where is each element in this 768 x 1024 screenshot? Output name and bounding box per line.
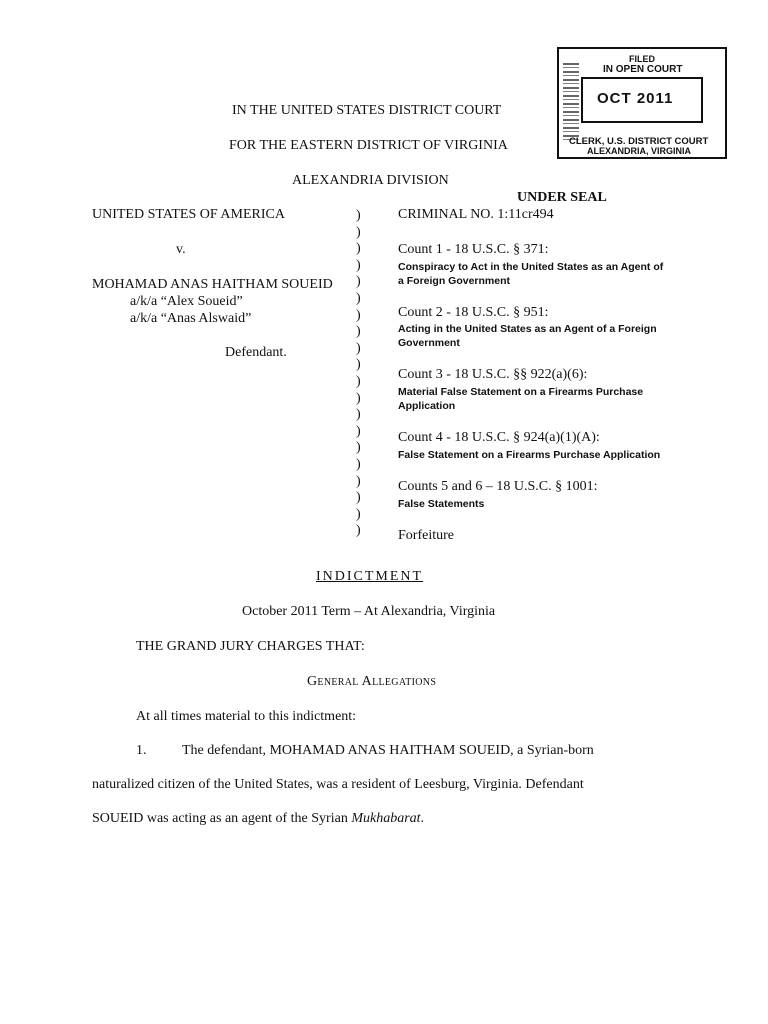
mukhabarat-term: Mukhabarat	[351, 811, 421, 826]
plaintiff-name: UNITED STATES OF AMERICA	[92, 207, 285, 222]
paren-mark: )	[356, 241, 361, 257]
count-2-title: Count 2 - 18 U.S.C. § 951:	[398, 305, 549, 320]
paren-mark: )	[356, 208, 361, 223]
count-5-6-title: Counts 5 and 6 – 18 U.S.C. § 1001:	[398, 479, 598, 494]
defendant-label: Defendant.	[225, 345, 287, 360]
paren-mark: )	[356, 340, 361, 356]
criminal-number: CRIMINAL NO. 1:11cr494	[398, 207, 554, 222]
paren-mark: )	[356, 224, 361, 240]
grand-jury-charges: THE GRAND JURY CHARGES THAT:	[136, 639, 365, 654]
court-heading-division: ALEXANDRIA DIVISION	[292, 173, 449, 188]
paren-mark: )	[356, 506, 361, 522]
count-1-title: Count 1 - 18 U.S.C. § 371:	[398, 242, 549, 257]
paren-mark: )	[356, 407, 361, 423]
paragraph-1-line-1: The defendant, MOHAMAD ANAS HAITHAM SOUEID, a Syrian-born	[182, 743, 594, 758]
paragraph-1-line-2: naturalized citizen of the United States, was a resident of Leesburg, Virginia. Defendant	[92, 777, 584, 792]
defendant-name: MOHAMAD ANAS HAITHAM SOUEID	[92, 277, 333, 292]
paren-mark: )	[356, 440, 361, 456]
forfeiture-title: Forfeiture	[398, 528, 454, 543]
count-4-title: Count 4 - 18 U.S.C. § 924(a)(1)(A):	[398, 430, 600, 445]
count-4-desc: False Statement on a Firearms Purchase Application	[398, 449, 661, 461]
paren-mark: )	[356, 274, 361, 290]
at-all-times-line: At all times material to this indictment:	[136, 709, 357, 724]
paragraph-1-line-3-end: .	[420, 811, 425, 826]
stamp-filed: FILED	[629, 54, 655, 64]
filing-stamp	[557, 47, 727, 159]
paragraph-number: 1.	[136, 743, 147, 758]
paren-mark: )	[356, 490, 361, 506]
count-3-title: Count 3 - 18 U.S.C. §§ 922(a)(6):	[398, 367, 588, 382]
paren-mark: )	[356, 473, 361, 489]
stamp-date-frame	[581, 77, 703, 123]
stamp-open-court: IN OPEN COURT	[603, 64, 683, 75]
paren-mark: )	[356, 390, 361, 406]
defendant-aka-1: a/k/a “Alex Soueid”	[130, 294, 243, 309]
defendant-aka-2: a/k/a “Anas Alswaid”	[130, 311, 252, 326]
count-5-6-desc: False Statements	[398, 498, 485, 510]
paragraph-1-line-3-text: SOUEID was acting as an agent of the Syrian	[92, 811, 352, 826]
paren-mark: )	[356, 257, 361, 273]
court-heading-line1: IN THE UNITED STATES DISTRICT COURT	[232, 103, 502, 118]
paragraph-1-line-3	[92, 811, 424, 827]
stamp-clerk: CLERK, U.S. DISTRICT COURT	[569, 136, 709, 147]
paren-mark: )	[356, 456, 361, 472]
stamp-location: ALEXANDRIA, VIRGINIA	[587, 146, 692, 156]
under-seal-label: UNDER SEAL	[517, 190, 607, 205]
paren-mark: )	[356, 523, 361, 539]
count-2-desc: Acting in the United States as an Agent of a Foreign Government	[398, 323, 657, 349]
paren-mark: )	[356, 290, 361, 306]
caption-divider	[356, 208, 368, 540]
paren-mark: )	[356, 423, 361, 439]
count-3-desc: Material False Statement on a Firearms Purchase Application	[398, 386, 644, 412]
paren-mark: )	[356, 324, 361, 340]
count-1-desc: Conspiracy to Act in the United States as an Agent of a Foreign Government	[398, 261, 664, 287]
stamp-texture	[563, 63, 579, 143]
stamp-date: OCT 2011	[597, 90, 674, 107]
paren-mark: )	[356, 373, 361, 389]
versus-label: v.	[176, 242, 186, 257]
court-heading-line2: FOR THE EASTERN DISTRICT OF VIRGINIA	[229, 138, 508, 153]
paren-mark: )	[356, 307, 361, 323]
indictment-heading: INDICTMENT	[316, 569, 424, 584]
paren-mark: )	[356, 357, 361, 373]
general-allegations-heading: General Allegations	[307, 674, 437, 689]
term-line: October 2011 Term – At Alexandria, Virginia	[242, 604, 496, 619]
